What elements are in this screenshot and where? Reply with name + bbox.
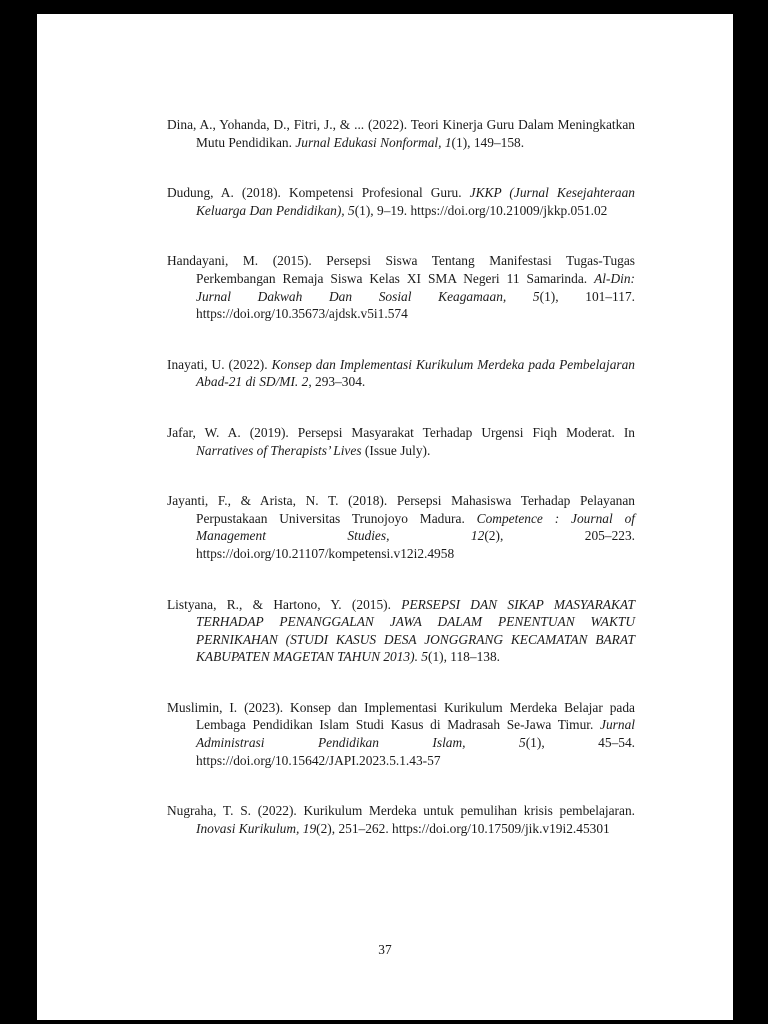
reference-details: (1), 118–138. — [427, 649, 501, 665]
reference-source: Jurnal Edukasi Nonformal, 1 — [295, 134, 452, 150]
reference-details: , 293–304. — [308, 374, 366, 390]
reference-item — [167, 596, 635, 666]
reference-source: Competence : Journal of Management Studies, 12 — [196, 510, 635, 544]
reference-text: Dina, A., Yohanda, D., Fitri, J., & ... (2022). Teori Kinerja Guru Dalam Meningkatkan Mutu Pendidikan. — [167, 117, 635, 150]
reference-source: Narratives of Therapists’ Lives — [196, 442, 362, 458]
reference-item — [167, 424, 635, 459]
reference-source: Konsep dan Implementasi Kurikulum Merdeka pada Pembelajaran Abad-21 di SD/MI. 2 — [196, 356, 635, 390]
reference-text: Jafar, W. A. (2019). Persepsi Masyarakat Terhadap Urgensi Fiqh Moderat. In — [167, 424, 635, 440]
reference-details: (1), 45–54. https://doi.org/10.15642/JAPI.2023.5.1.43-57 — [196, 735, 635, 768]
page-number: 37 — [378, 942, 392, 957]
reference-text: Muslimin, I. (2023). Konsep dan Implementasi Kurikulum Merdeka Belajar pada Lembaga Pendidikan Islam Studi Kasus di Madrasah Se-Jawa Timur. — [167, 699, 635, 733]
reference-details: (Issue July). — [361, 442, 431, 458]
reference-item — [167, 252, 635, 322]
reference-details: (1), 101–117. https://doi.org/10.35673/ajdsk.v5i1.574 — [196, 288, 635, 322]
reference-text: Inayati, U. (2022). — [167, 356, 272, 372]
reference-item — [167, 492, 635, 562]
reference-source: Al-Din: Jurnal Dakwah Dan Sosial Keagamaan, 5 — [196, 270, 635, 304]
reference-text: Nugraha, T. S. (2022). Kurikulum Merdeka untuk pemulihan krisis pembelajaran. — [167, 803, 635, 819]
reference-details: (2), 205–223. https://doi.org/10.21107/kompetensi.v12i2.4958 — [196, 528, 635, 561]
reference-list — [167, 116, 635, 837]
reference-item — [167, 699, 635, 769]
reference-item — [167, 116, 635, 151]
reference-source: Inovasi Kurikulum, 19 — [196, 820, 317, 836]
reference-text: Listyana, R., & Hartono, Y. (2015). — [167, 596, 402, 612]
reference-details: (2), 251–262. https://doi.org/10.17509/jik.v19i2.45301 — [316, 820, 610, 836]
reference-source: PERSEPSI DAN SIKAP MASYARAKAT TERHADAP PENANGGALAN JAWA DALAM PENENTUAN WAKTU PERNIKAHAN (STUDI KASUS DESA JONGGRANG KECAMATAN BARAT KABUPATEN MAGETAN TAHUN 2013). 5 — [196, 596, 636, 665]
reference-source: JKKP (Jurnal Kesejahteraan Keluarga Dan Pendidikan), 5 — [196, 185, 635, 218]
reference-item — [167, 184, 635, 219]
reference-source: Jurnal Administrasi Pendidikan Islam, 5 — [196, 717, 635, 751]
reference-text: Handayani, M. (2015). Persepsi Siswa Tentang Manifestasi Tugas-Tugas Perkembangan Remaja Siswa Kelas XI SMA Negeri 11 Samarinda. — [167, 253, 635, 286]
reference-text: Jayanti, F., & Arista, N. T. (2018). Persepsi Mahasiswa Terhadap Pelayanan Perpustakaan Universitas Trunojoyo Madura. — [167, 493, 635, 526]
reference-item — [167, 802, 635, 837]
document-page — [37, 14, 733, 1020]
reference-item — [167, 356, 635, 391]
reference-details: (1), 9–19. https://doi.org/10.21009/jkkp.051.02 — [354, 202, 608, 218]
reference-details: (1), 149–158. — [451, 134, 525, 150]
reference-text: Dudung, A. (2018). Kompetensi Profesional Guru. — [167, 185, 470, 201]
